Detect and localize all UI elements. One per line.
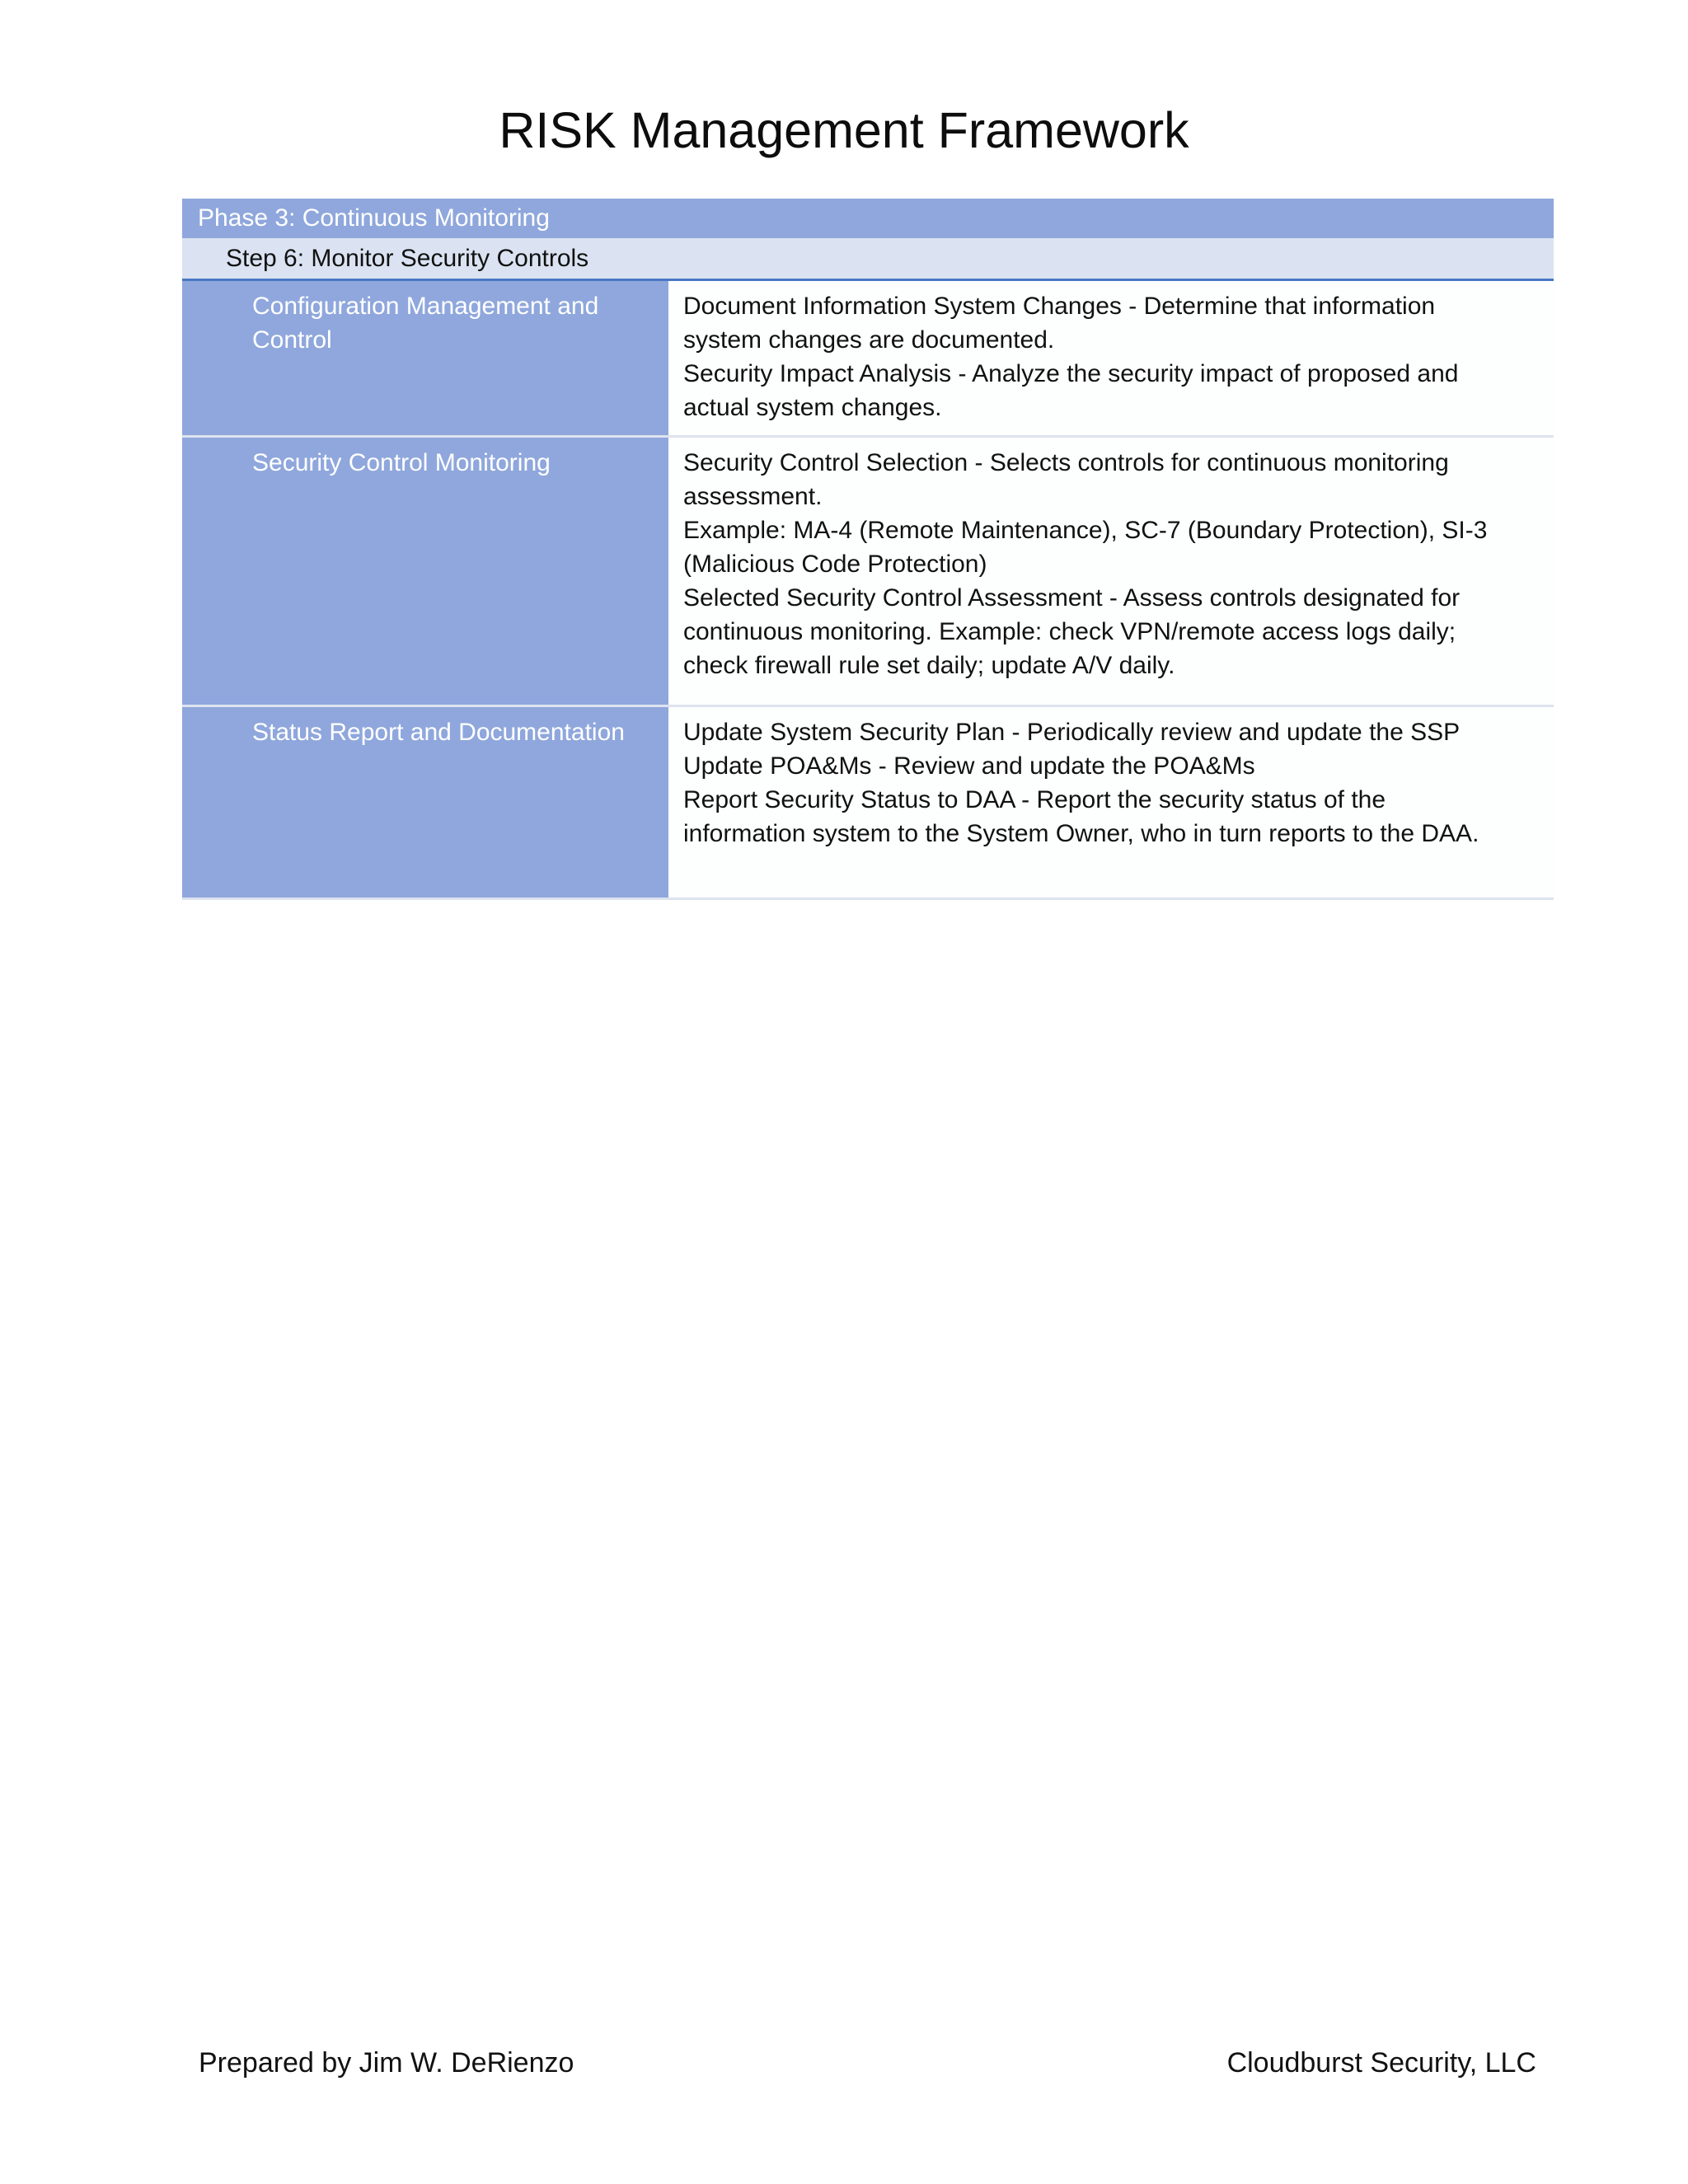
row-label: Configuration Management and Control [182,281,668,435]
description-line: Update POA&Ms - Review and update the POA&Ms [683,752,1255,780]
table-row [182,707,1554,900]
description-line: Security Impact Analysis - Analyze the security impact of proposed and actual system changes. [683,360,1459,421]
page-title: RISK Management Framework [499,102,1189,158]
footer-company: Cloudburst Security, LLC [1226,2047,1536,2079]
phase-header: Phase 3: Continuous Monitoring [182,199,1554,238]
row-label: Status Report and Documentation [182,707,668,898]
footer-author: Prepared by Jim W. DeRienzo [199,2047,574,2079]
step-header: Step 6: Monitor Security Controls [182,238,1554,281]
rmf-table [182,199,1554,900]
description-line: Report Security Status to DAA - Report the security status of the information system to the System Owner, who in turn reports to the DAA. [683,786,1479,847]
description-line: Security Control Selection - Selects controls for continuous monitoring assessment. [683,449,1449,510]
description-line: Update System Security Plan - Periodically review and update the SSP [683,719,1461,746]
table-row [182,281,1554,438]
description-line: Document Information System Changes - Determine that information system changes are documented. [683,293,1436,354]
row-description [668,707,1554,898]
description-line: Example: MA-4 (Remote Maintenance), SC-7 (Boundary Protection), SI-3 (Malicious Code Protection) [683,517,1488,578]
description-line: Selected Security Control Assessment - Assess controls designated for continuous monitoring. Example: check VPN/remote access logs daily; check firewall rule set daily; update A/V daily. [683,584,1461,679]
table-row [182,438,1554,707]
row-label: Security Control Monitoring [182,438,668,705]
row-description [668,281,1554,435]
row-description [668,438,1554,705]
